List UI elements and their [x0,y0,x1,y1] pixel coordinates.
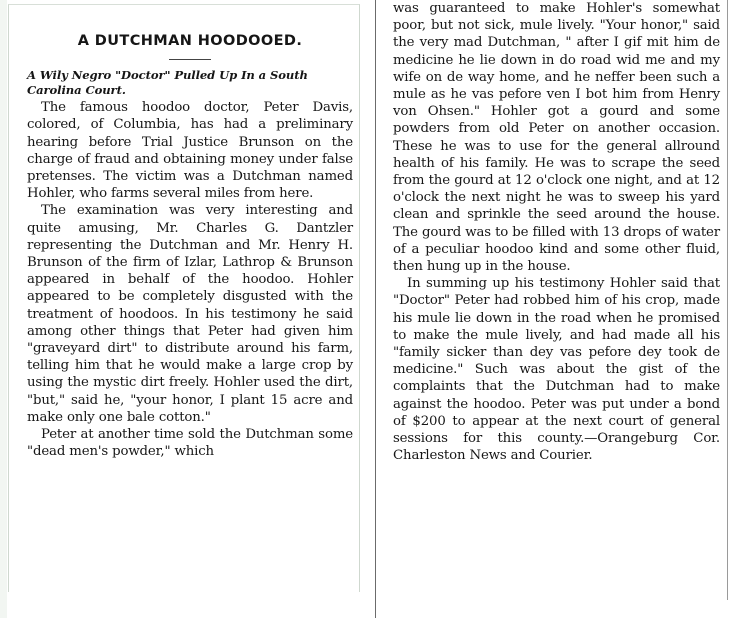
column-divider [375,0,376,618]
paragraph-3-continued: was guaranteed to make Hohler's somewhat poor, but not sick, mule lively. "Your honor," said the very mad Dutchman, " after I gif mit him de medicine he lie down in do road wid me and my wife on de way home, and he neffer been such a mule as he vas pefore ven I bot him from Henry von Ohsen." Hohler got a gourd and some powders from old Peter on another occasion. These he was to use for the general allround health of his family. He was to scrape the seed from the gourd at 12 o'clock one night, and at 12 o'clock the next night he was to sweep his yard clean and sprinkle the seed around the house. The gourd was to be filled with 13 drops of water of a peculiar hoodoo kind and some other fluid, then hung up in the house. [393,1,720,275]
right-column [380,0,726,618]
subheadline: A Wily Negro "Doctor" Pulled Up In a South Carolina Court. [27,68,308,98]
headline-rule [169,59,211,60]
paragraph-3: Peter at another time sold the Dutchman some "dead men's powder," which [27,427,353,460]
paragraph-1: The famous hoodoo doctor, Peter Davis, colored, of Columbia, has had a preliminary hearing before Trial Justice Brunson on the charge of fraud and obtaining money under false pretenses. The victim was a Dutchman named Hohler, who farms several miles from here. [27,100,353,202]
paragraph-2: The examination was very interesting and quite amusing, Mr. Charles G. Dantzler representing the Dutchman and Mr. Henry H. Brunson of the firm of Izlar, Lathrop & Brunson appeared in behalf of the hoodoo. Hohler appeared to be completely disgusted with the treatment of hoodoos. In his testimony he said among other things that Peter had given him "graveyard dirt" to distribute around his farm, telling him that he would make a large crop by using the mystic dirt freely. Hohler used the dirt, "but," said he, "your honor, I plant 15 acre and make only one bale cotton." [27,203,353,425]
left-column [8,4,360,592]
paragraph-4: In summing up his testimony Hohler said that "Doctor" Peter had robbed him of his crop, made his mule lie down in the road when he promised to make the mule lively, and had made all his "family sicker than dey vas pefore dey took de medicine." Such was about the gist of the complaints that the Dutchman had to make against the hoodoo. Peter was put under a bond of $200 to appear at the next court of general sessions for this county.—Orangeburg Cor. Charleston News and Courier. [393,276,720,464]
headline: A DUTCHMAN HOODOOED. [77,33,303,49]
page-edge-shade [0,0,7,618]
right-edge-rule [727,0,728,600]
